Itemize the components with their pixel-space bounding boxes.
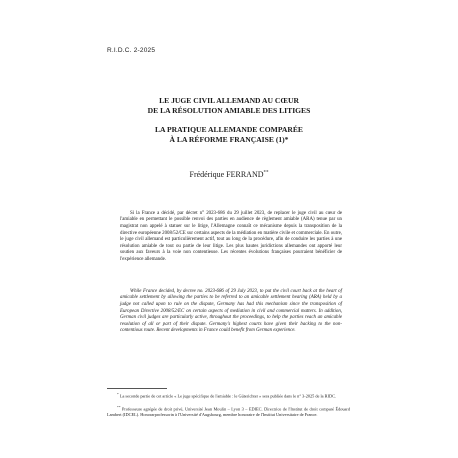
title-line-2: DE LA RÉSOLUTION AMIABLE DES LITIGES: [147, 106, 311, 115]
footnote-2-text: Professeure agrégée de droit privé, Université Jean Moulin – Lyon 3 – EDIEC. Directrice de l'Institut de droit comparé Édouard Lambert (IDCEL). Honorarprofessorin à l'Université d'Augsbourg, membre honoraire de l'Institut Universitaire de France.: [107, 406, 350, 418]
abstract-french: Si la France a décidé, par décret n° 2023-686 du 29 juillet 2023, de replacer le juge civil au cœur de l'amiable en permettant le possible renvoi des parties en audience de règlement amiable (ARA) tenue par un magistrat non appelé à statuer sur le litige, l'Allemagne connaît ce mécanisme depuis la transposition de la directive européenne 2008/52/CE sur certains aspects de la médiation en matière civile et commerciale. En outre, le juge civil allemand est particulièrement actif, tout au long de la procédure, afin de conduire les parties à une résolution amiable de tout ou partie de leur litige. Les plus hautes juridictions allemandes ont apporté leur soutien aux faveurs à la voie non contentieuse. Les récentes évolutions françaises pourraient bénéficier de l'expérience allemande.: [120, 210, 342, 263]
title-line-1: LE JUGE CIVIL ALLEMAND AU CŒUR: [159, 96, 299, 105]
footnote-2-mark: **: [117, 405, 121, 409]
author-footnote-mark: **: [263, 170, 269, 176]
footnote-2: [107, 405, 350, 418]
footnote-1-mark: *: [117, 392, 119, 396]
article-title-block: [100, 96, 358, 145]
subtitle-line-1: LA PRATIQUE ALLEMANDE COMPARÉE: [154, 125, 304, 134]
journal-reference: R.I.D.C. 2-2025: [107, 47, 156, 54]
footnote-separator: [107, 388, 167, 389]
footnote-1: [107, 392, 350, 399]
subtitle-line-2: À LA RÉFORME FRANÇAISE (1)*: [169, 135, 289, 144]
author-line: [100, 170, 358, 179]
abstract-english: While France decided, by decree no. 2023-686 of 29 July 2023, to put the civil court back at the heart of amicable settlement by allowing the parties to be referred to an amicable settlement hearing (ARA) held by a judge not called upon to rule on the dispute, Germany has had this mechanism since the transposition of European Directive 2008/52/EC on certain aspects of mediation in civil and commercial matters. In addition, German civil judges are particularly active, throughout the proceedings, to help the parties reach an amicable resolution of all or part of their dispute. Germany's highest courts have given their backing to the non-contentious route. Recent developments in France could benefit from German experience.: [120, 288, 342, 334]
footnote-1-text: La seconde partie de cet article « Le juge spécifique de l'amiable : le Güterichter » sera publiée dans le n° 3-2025 de la RIDC.: [119, 393, 337, 399]
author-name: Frédérique FERRAND: [189, 170, 264, 179]
